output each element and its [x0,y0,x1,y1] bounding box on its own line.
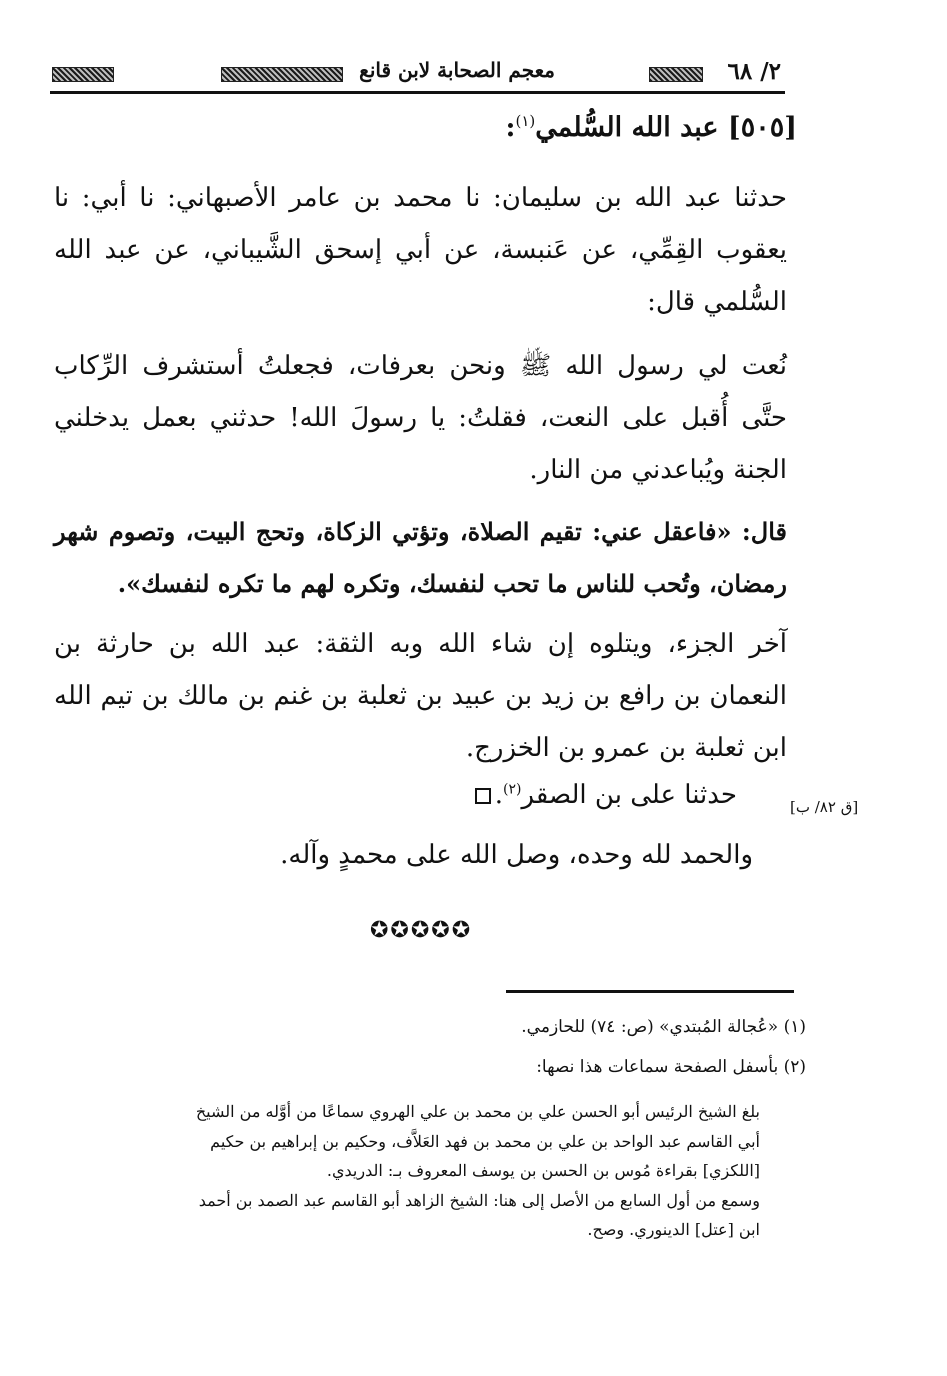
footnote-2: (٢) بأسفل الصفحة سماعات هذا نصها: [536,1057,806,1077]
running-head [50,58,785,98]
quote-line: وسمع من أول السابع من الأصل إلى هنا: الشيخ الزاهد أبو القاسم عبد الصمد بن أحمد [198,1190,760,1210]
manuscript-folio-reference: [ق ٨٢/ ب] [790,798,859,816]
isnad-paragraph: حدثنا عبد الله بن سليمان: نا محمد بن عامر الأصبهاني: نا أبي: نا يعقوب القِمِّي، عن عَنبسة، عن أبي إسحق الشَّيباني، عن عبد الله السُّلمي قال: [54,183,787,317]
entry-title-colon: : [505,112,516,143]
quote-line: [اللكزي] بقراءة مُوس بن الحسن بن يوسف المعروف بـ: الدريدي. [326,1161,760,1180]
hadith-answer-paragraph: قال: «فاعقل عني: تقيم الصلاة، وتؤتي الزكاة، وتحج البيت، وتصوم شهر رمضان، وتُحب للناس ما تحب لنفسك، وتكره لهم ما تكره لنفسك». [54,517,787,598]
entry-title [506,112,797,143]
star-separator: ✪✪✪✪✪ [370,918,473,943]
quote-line: أبي القاسم عبد الواحد بن علي بن محمد بن فهد العَلاَّف، وحكيم بن إبراهيم بن حكيم [210,1131,760,1151]
header-rule [50,91,785,94]
narration-paragraph: نُعت لي رسول الله ﷺ ونحن بعرفات، فجعلتُ أستشرف الرِّكاب حتَّى أُقبل على النعت، فقلتُ: يا رسولَ الله! حدثني بعمل يدخلني الجنة ويُباعدني من النار. [54,351,787,485]
ornament-bar [221,67,343,82]
sakr-period: . [494,780,503,810]
closing-paragraph: آخر الجزء، ويتلوه إن شاء الله وبه الثقة: عبد الله بن حارثة بن النعمان بن رافع بن زيد بن عبيد بن ثعلبة بن غنم بن مالك بن تيم الله ابن ثعلبة بن عمرو بن الخزرج. [54,629,788,763]
footnote-marker: (٢) [503,781,522,798]
sakr-text: حدثنا على بن الصقر [521,780,737,810]
ornament-bar [52,67,114,82]
sakr-line [475,780,737,810]
quote-line: بلغ الشيخ الرئيس أبو الحسن علي بن محمد بن علي الهروي سماعًا من أوَّله من الشيخ [195,1102,760,1121]
end-square-icon [475,788,491,804]
page-number: ٢/ ٦٨ [727,58,781,85]
footnote-marker: (١) [515,112,536,130]
footnote-1: (١) «عُجالة المُبتدي» (ص: ٧٤) للحازمي. [521,1017,806,1037]
book-title: معجم الصحابة لابن قانع [359,58,555,82]
footnote-rule [506,990,794,993]
hamd-line: والحمد لله وحده، وصل الله على محمدٍ وآله. [280,840,753,870]
quote-line: ابن [عتل] الدينوري. وصح. [587,1220,760,1239]
footnote-quote [60,1097,760,1245]
ornament-bar [649,67,703,82]
entry-title-text: [٥٠٥] عبد الله السُّلمي [535,112,797,143]
